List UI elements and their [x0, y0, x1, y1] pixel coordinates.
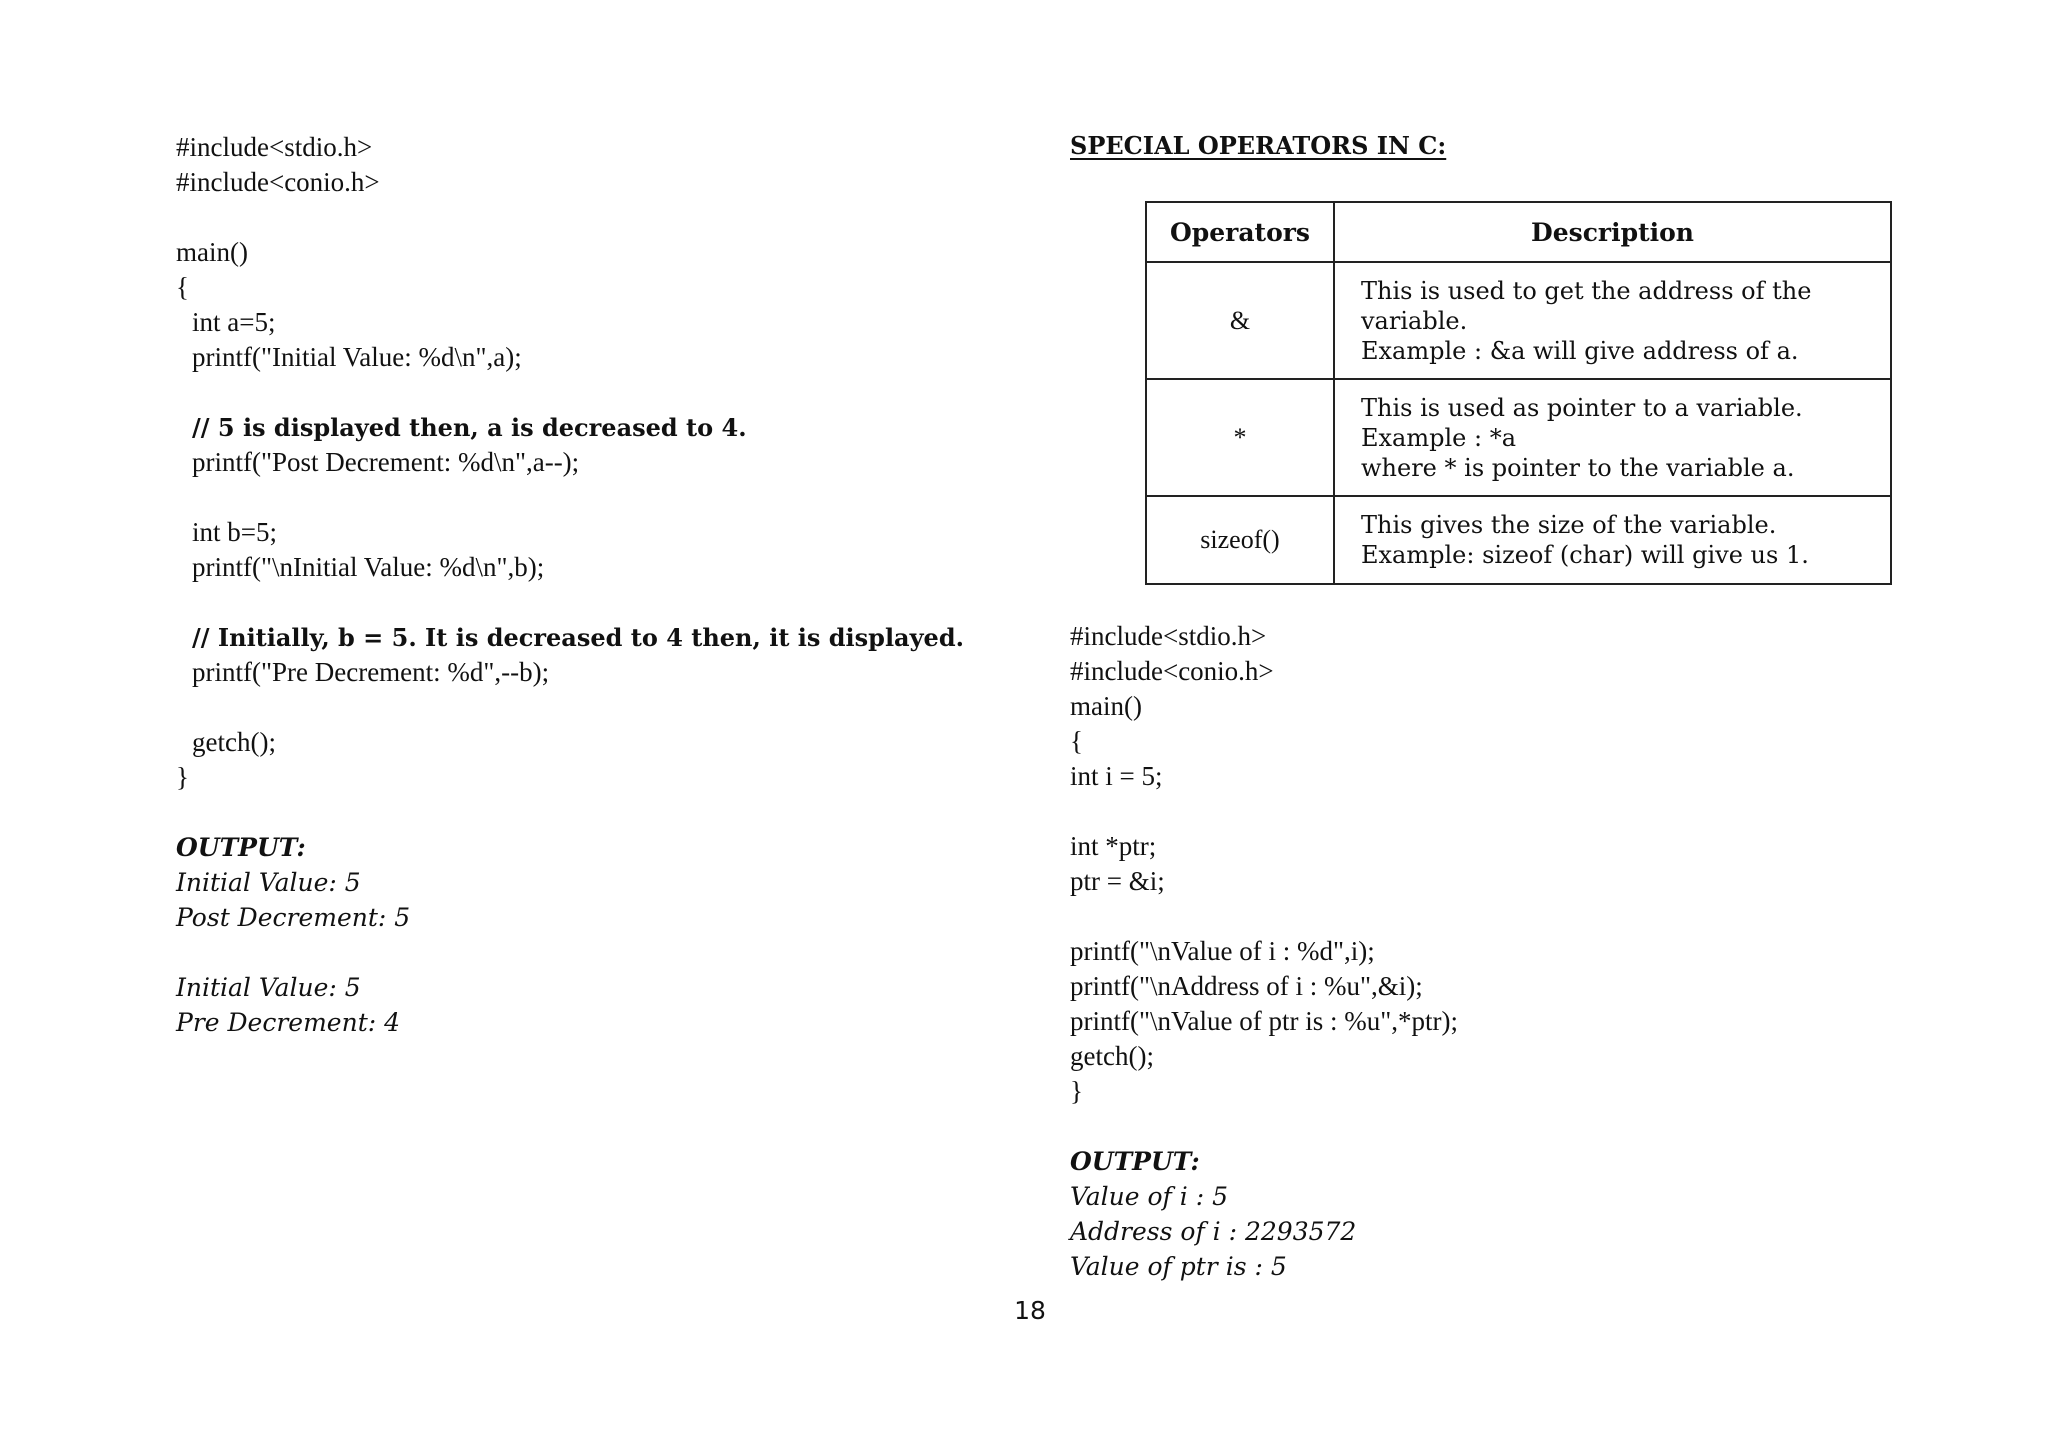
code-line: printf("Post Decrement: %d\n",a--);: [192, 447, 580, 477]
output-title: OUTPUT:: [1070, 1147, 1200, 1176]
description-cell: [1334, 262, 1891, 379]
blank-line: [176, 480, 1076, 515]
output-line: Pre Decrement: 4: [176, 1008, 401, 1037]
description-line: This is used as pointer to a variable.: [1361, 393, 1803, 422]
code-line: printf("\nAddress of i : %u",&i);: [1070, 971, 1423, 1001]
description-cell: [1334, 379, 1891, 496]
code-line: {: [176, 272, 189, 302]
table-row: [1146, 262, 1891, 379]
code-line: printf("\nInitial Value: %d\n",b);: [192, 552, 545, 582]
table-row: [1146, 496, 1891, 584]
output-line: Value of i : 5: [1070, 1182, 1228, 1211]
code-line: printf("\nValue of i : %d",i);: [1070, 936, 1375, 966]
blank-line: [1070, 899, 1970, 934]
code-line: int *ptr;: [1070, 831, 1157, 861]
table-header-row: [1146, 202, 1891, 262]
code-line: {: [1070, 726, 1083, 756]
code-comment: // 5 is displayed then, a is decreased to 4.: [192, 413, 747, 442]
table-header-operators: Operators: [1146, 202, 1334, 262]
code-line: printf("Pre Decrement: %d",--b);: [192, 657, 550, 687]
code-line: }: [1070, 1076, 1083, 1106]
output-line: Initial Value: 5: [176, 973, 361, 1002]
table-header-description: Description: [1334, 202, 1891, 262]
code-line: #include<conio.h>: [176, 167, 380, 197]
blank-line: [176, 935, 1076, 970]
code-line: int b=5;: [192, 517, 277, 547]
operator-cell: sizeof(): [1146, 496, 1334, 584]
description-line: Example : &a will give address of a.: [1361, 336, 1799, 365]
output-line: Initial Value: 5: [176, 868, 361, 897]
code-line: #include<conio.h>: [1070, 656, 1274, 686]
code-line: main(): [1070, 691, 1142, 721]
description-line: This gives the size of the variable.: [1361, 511, 1777, 539]
blank-line: [1070, 1109, 1970, 1144]
description-line: This is used to get the address of the: [1361, 276, 1812, 305]
blank-line: [176, 375, 1076, 410]
description-cell: [1334, 496, 1891, 584]
blank-line: [1070, 794, 1970, 829]
code-line: ptr = &i;: [1070, 866, 1165, 896]
operator-cell: &: [1146, 262, 1334, 379]
blank-line: [176, 200, 1076, 235]
code-line: }: [176, 762, 189, 792]
output-line: Value of ptr is : 5: [1070, 1252, 1287, 1281]
blank-line: [176, 690, 1076, 725]
description-line: Example : *a: [1361, 423, 1517, 452]
code-line: #include<stdio.h>: [1070, 621, 1267, 651]
code-line: printf("\nValue of ptr is : %u",*ptr);: [1070, 1006, 1458, 1036]
output-title: OUTPUT:: [176, 833, 306, 862]
right-column: [1070, 619, 1970, 1284]
blank-line: [176, 795, 1076, 830]
left-column: [176, 130, 1076, 1040]
code-line: #include<stdio.h>: [176, 132, 373, 162]
code-line: getch();: [1070, 1041, 1154, 1071]
code-comment: // Initially, b = 5. It is decreased to 4 then, it is displayed.: [192, 623, 964, 652]
code-line: printf("Initial Value: %d\n",a);: [192, 342, 522, 372]
output-line: Post Decrement: 5: [176, 903, 411, 932]
description-line: where * is pointer to the variable a.: [1361, 453, 1795, 482]
output-line: Address of i : 2293572: [1070, 1217, 1357, 1246]
special-operators-table: [1145, 201, 1892, 585]
page-number: 18: [1014, 1296, 1046, 1325]
code-line: getch();: [192, 727, 276, 757]
table-row: [1146, 379, 1891, 496]
code-line: main(): [176, 237, 248, 267]
blank-line: [176, 585, 1076, 620]
code-line: int a=5;: [192, 307, 276, 337]
operator-cell: *: [1146, 379, 1334, 496]
section-title: SPECIAL OPERATORS IN C:: [1070, 131, 1447, 160]
code-line: int i = 5;: [1070, 761, 1163, 791]
description-line: variable.: [1361, 306, 1468, 335]
description-line: Example: sizeof (char) will give us 1.: [1361, 541, 1809, 569]
